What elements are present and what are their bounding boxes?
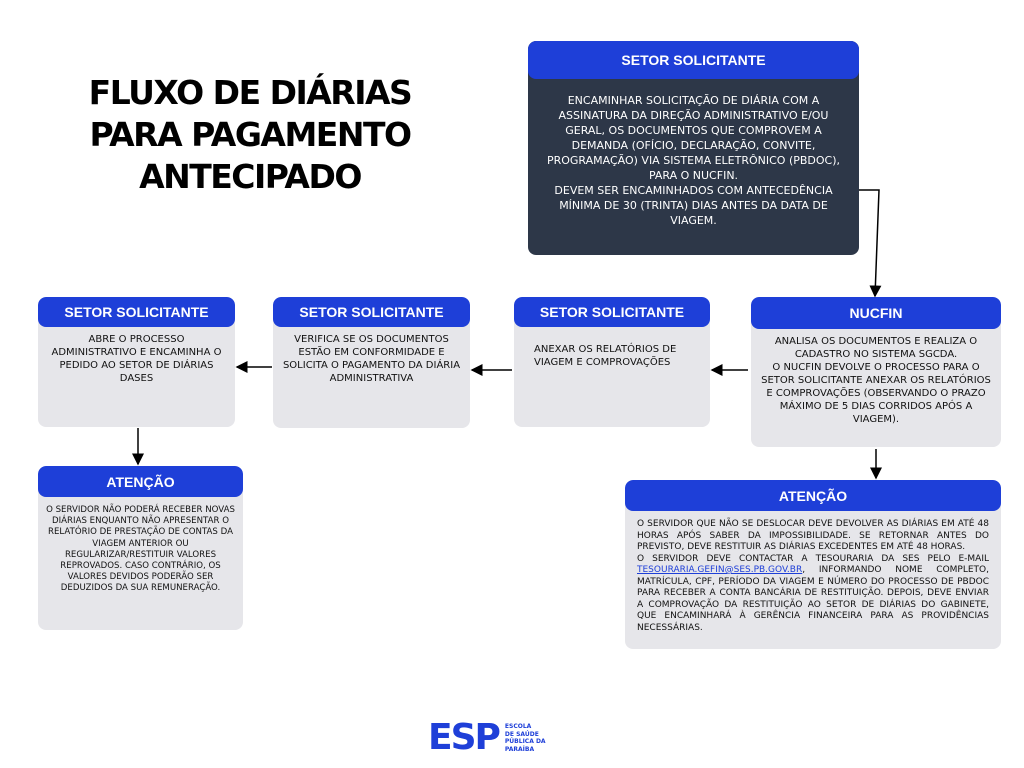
step-request-text-1: ENCAMINHAR SOLICITAÇÃO DE DIÁRIA COM A ASSINATURA DA DIREÇÃO ADMINISTRATIVO E/OU GERAL, OS DOCUMENTOS QUE COMPROVEM A DEMANDA (OFÍCIO, DECLARAÇÃO, CONVITE, PROGRAMAÇÃO) VIA SISTEMA ELETRÔNICO (PBDOC), PARA O NUCFIN. [546, 94, 841, 182]
logo-line-3: PÚBLICA DA [504, 738, 546, 745]
step-nucfin-text-1: ANALISA OS DOCUMENTOS E REALIZA O CADASTRO NO SISTEMA SGCDA. [774, 336, 978, 360]
attention-left-header: ATENÇÃO [38, 466, 243, 497]
step-nucfin-header: NUCFIN [751, 297, 1001, 329]
logo-line-2: DE SAÚDE [504, 730, 539, 738]
attention-right-text-2: O SERVIDOR DEVE CONTACTAR A TESOURARIA DA SES PELO E-MAIL [637, 553, 989, 564]
arrow-request-to-nucfin [859, 190, 879, 296]
step-attach-header: SETOR SOLICITANTE [514, 297, 710, 327]
attention-left-body: O SERVIDOR NÃO PODERÁ RECEBER NOVAS DIÁRIAS ENQUANTO NÃO APRESENTAR O RELATÓRIO DE PRESTAÇÃO DE CONTAS DA VIAGEM ANTERIOR OU REGULARIZAR/RESTITUIR VALORES REPROVADOS. CASO CONTRÁRIO, OS VALORES DEVIDOS PODERÃO SER DEDUZIDOS DA SUA REMUNERAÇÃO. [46, 505, 235, 594]
step-request-text-2: DEVEM SER ENCAMINHADOS COM ANTECEDÊNCIA MÍNIMA DE 30 (TRINTA) DIAS ANTES DA DATA DE VIAGEM. [554, 184, 833, 227]
logo-line-4: PARAÍBA [504, 745, 535, 753]
step-open-header: SETOR SOLICITANTE [38, 297, 235, 327]
tesouraria-email-link[interactable]: TESOURARIA.GEFIN@SES.PB.GOV.BR [637, 565, 803, 575]
esp-logo-mark: ESP [428, 717, 499, 758]
step-nucfin-text-2: O NUCFIN DEVOLVE O PROCESSO PARA O SETOR SOLICITANTE ANEXAR OS RELATÓRIOS E COMPROVAÇÕES (OBSERVANDO O PRAZO MÁXIMO DE 5 DIAS CORRIDOS APÓS A VIAGEM). [761, 362, 991, 425]
logo-line-1: ESCOLA [504, 723, 532, 730]
esp-logo-text [505, 723, 546, 753]
title-line-2: PARA PAGAMENTO [89, 115, 411, 154]
title-line-1: FLUXO DE DIÁRIAS [88, 73, 412, 112]
step-verify-header: SETOR SOLICITANTE [273, 297, 470, 327]
step-request-header: SETOR SOLICITANTE [528, 41, 859, 79]
step-open-body: ABRE O PROCESSO ADMINISTRATIVO E ENCAMINHA O PEDIDO AO SETOR DE DIÁRIAS DASES [51, 334, 222, 384]
title-line-3: ANTECIPADO [139, 157, 361, 196]
step-attach-body: ANEXAR OS RELATÓRIOS DE VIAGEM E COMPROVAÇÕES [534, 344, 677, 368]
attention-right-text-1: O SERVIDOR QUE NÃO SE DESLOCAR DEVE DEVOLVER AS DIÁRIAS EM ATÉ 48 HORAS APÓS SABER DA IMPOSSIBILIDADE. SE RETORNAR ANTES DO PREVISTO, DEVE RESTITUIR AS DIÁRIAS EXCEDENTES EM ATÉ 48 HORAS. [637, 519, 989, 552]
step-verify-body: VERIFICA SE OS DOCUMENTOS ESTÃO EM CONFORMIDADE E SOLICITA O PAGAMENTO DA DIÁRIA ADMINISTRATIVA [282, 334, 461, 384]
attention-right-text-3: , INFORMANDO NOME COMPLETO, MATRÍCULA, CPF, PERÍODO DA VIAGEM E NÚMERO DO PROCESSO DE PBDOC PARA RECEBER A CONTA BANCÁRIA DE RESTITUIÇÃO. DEPOIS, DEVE ENVIAR A COMPROVAÇÃO DA RESTITUIÇÃO AO SETOR DE DIÁRIAS DO GABINETE, QUE ENCAMINHARÁ À GERÊNCIA FINANCEIRA PARA AS PROVIDÊNCIAS NECESSÁRIAS. [637, 565, 989, 633]
esp-logo [428, 717, 546, 758]
attention-right-header: ATENÇÃO [625, 480, 1001, 511]
